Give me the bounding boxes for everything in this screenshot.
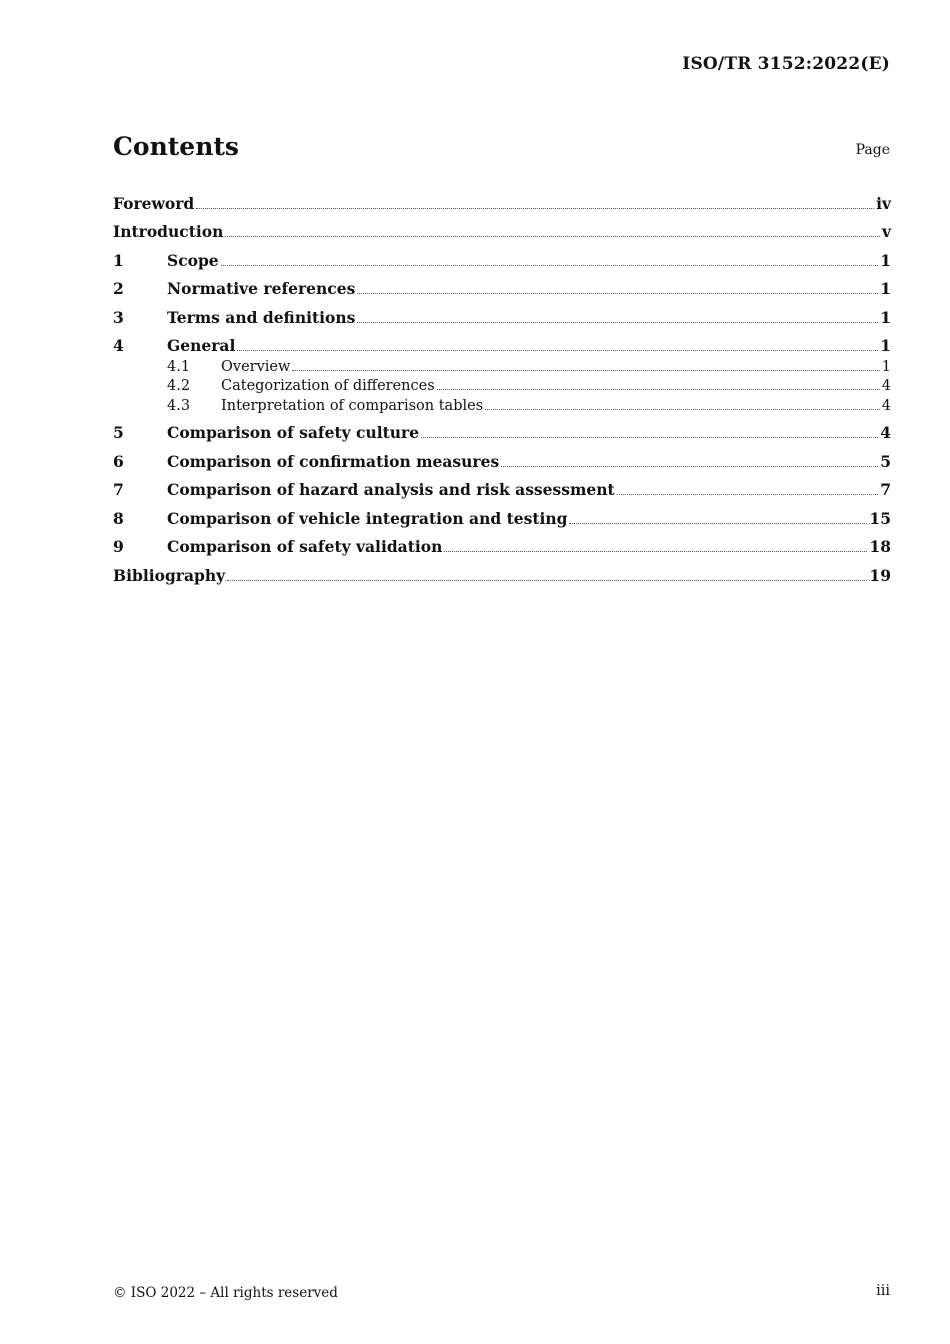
toc-entry-comparison-of-confirmation-measures[interactable] [113,442,891,471]
toc-entry-number: 2 [113,279,124,298]
toc-dot-leader [444,550,867,552]
toc-entry-title: Comparison of hazard analysis and risk assessment [167,480,615,499]
toc-entry-number: 4 [113,336,124,355]
toc-entry-page: 18 [869,537,891,556]
toc-entry-page: 15 [869,508,891,528]
toc-entry-title: General [167,336,236,355]
toc-entry-title: Comparison of safety culture [167,423,420,442]
toc-subentry-overview[interactable] [113,355,891,375]
toc-dot-leader [569,522,867,524]
toc-entry-number: 9 [113,537,124,556]
toc-dot-leader [501,465,878,467]
footer-copyright: © ISO 2022 – All rights reserved [113,1285,338,1301]
toc-entry-number: 4.3 [167,397,191,414]
footer-page-number: iii [876,1283,890,1299]
toc-subentry-categorization-of-differences[interactable] [113,375,891,395]
toc-entry-comparison-of-vehicle-integration[interactable] [113,499,891,528]
toc-dot-leader [617,493,879,495]
toc-entry-number: 1 [113,250,124,270]
toc-dot-leader [237,349,878,351]
toc-dot-leader [196,207,874,209]
toc-entry-title: Comparison of confirmation measures [167,451,500,471]
toc-dot-leader [227,579,867,581]
toc-entry-number: 5 [113,423,124,442]
toc-entry-title: Terms and definitions [167,307,356,327]
toc-subentry-interpretation-of-comparison-tables[interactable] [113,394,891,414]
toc-entry-general[interactable] [113,327,891,356]
toc-entry-title: Normative references [167,279,356,298]
toc-entry-page: 4 [881,397,891,414]
toc-entry-number: 4.2 [167,378,191,394]
toc-entry-terms-and-definitions[interactable] [113,298,891,327]
toc-dot-leader [225,235,880,237]
toc-dot-leader [292,369,879,371]
toc-entry-page: 1 [881,358,891,375]
toc-entry-scope[interactable] [113,241,891,270]
toc-entry-page: v [881,222,891,241]
toc-entry-title: Scope [167,250,219,270]
document-identifier: ISO/TR 3152:2022(E) [682,54,890,74]
page-column-label: Page [855,142,890,158]
toc-dot-leader [421,436,878,438]
toc-entry-number: 8 [113,508,124,528]
toc-entry-title: Interpretation of comparison tables [221,397,484,414]
toc-entry-title: Bibliography [113,565,226,585]
toc-entry-page: 19 [869,565,891,585]
toc-entry-title: Introduction [113,222,224,241]
toc-entry-page: 1 [880,307,891,327]
toc-dot-leader [437,388,880,390]
toc-dot-leader [357,292,878,294]
toc-entry-foreword[interactable] [113,184,891,213]
toc-entry-page: 1 [880,250,891,270]
toc-entry-number: 4.1 [167,358,191,375]
toc-dot-leader [485,408,880,410]
contents-heading: Contents [113,132,240,161]
toc-entry-page: 4 [880,423,891,442]
toc-entry-number: 6 [113,451,124,471]
toc-entry-title: Comparison of safety validation [167,537,443,556]
toc-entry-page: 1 [880,279,891,298]
toc-entry-number: 7 [113,480,124,499]
toc-entry-comparison-of-safety-validation[interactable] [113,528,891,557]
toc-entry-bibliography[interactable] [113,556,891,585]
toc-entry-normative-references[interactable] [113,270,891,299]
toc-entry-title: Overview [221,358,291,375]
toc-entry-comparison-of-safety-culture[interactable] [113,414,891,443]
toc-entry-introduction[interactable] [113,213,891,242]
toc-entry-page: 7 [880,480,891,499]
toc-entry-page: iv [876,193,891,213]
toc-entry-title: Comparison of vehicle integration and testing [167,508,568,528]
toc-entry-comparison-of-hazard-analysis[interactable] [113,471,891,500]
toc-entry-number: 3 [113,307,124,327]
toc-entry-title: Categorization of differences [221,378,435,394]
toc-entry-title: Foreword [113,193,195,213]
toc-entry-page: 4 [881,378,891,394]
toc-entry-page: 5 [880,451,891,471]
toc-dot-leader [221,264,879,266]
toc-dot-leader [357,321,878,323]
table-of-contents [113,184,891,585]
toc-entry-page: 1 [880,336,891,355]
